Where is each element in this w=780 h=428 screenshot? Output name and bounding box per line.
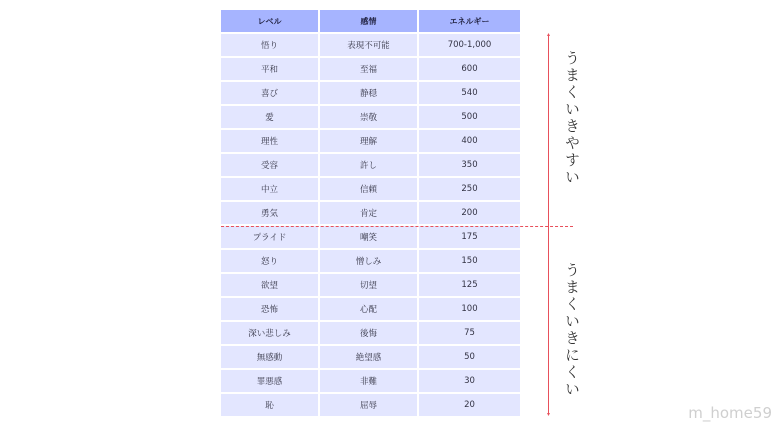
cell-level: 欲望	[221, 274, 318, 296]
cell-emotion: 理解	[320, 130, 417, 152]
cell-energy: 350	[419, 154, 520, 176]
cell-level: 中立	[221, 178, 318, 200]
cell-level: 恥	[221, 394, 318, 416]
cell-emotion: 屈辱	[320, 394, 417, 416]
table-row	[221, 394, 520, 416]
cell-energy: 200	[419, 202, 520, 224]
cell-level: 理性	[221, 130, 318, 152]
table-row	[221, 250, 520, 272]
table-row	[221, 298, 520, 320]
table-row	[221, 106, 520, 128]
header-emotion: 感情	[320, 10, 417, 32]
cell-energy: 175	[419, 226, 520, 248]
cell-emotion: 憎しみ	[320, 250, 417, 272]
table-row	[221, 202, 520, 224]
watermark: m_home59	[688, 404, 772, 422]
cell-level: 無感動	[221, 346, 318, 368]
cell-emotion: 絶望感	[320, 346, 417, 368]
double-arrow-icon	[547, 33, 550, 416]
cell-energy: 250	[419, 178, 520, 200]
cell-emotion: 非難	[320, 370, 417, 392]
cell-emotion: 至福	[320, 58, 417, 80]
cell-level: 受容	[221, 154, 318, 176]
cell-emotion: 許し	[320, 154, 417, 176]
cell-emotion: 嘲笑	[320, 226, 417, 248]
cell-emotion: 静穏	[320, 82, 417, 104]
label-hard-to-succeed: うまくいきにくい	[563, 262, 581, 398]
cell-emotion: 表現不可能	[320, 34, 417, 56]
cell-emotion: 崇敬	[320, 106, 417, 128]
cell-energy: 400	[419, 130, 520, 152]
table-row	[221, 58, 520, 80]
cell-level: 勇気	[221, 202, 318, 224]
table-row	[221, 322, 520, 344]
table-row	[221, 130, 520, 152]
cell-energy: 75	[419, 322, 520, 344]
cell-energy: 125	[419, 274, 520, 296]
cell-emotion: 後悔	[320, 322, 417, 344]
cell-energy: 540	[419, 82, 520, 104]
cell-energy: 150	[419, 250, 520, 272]
cell-level: 恐怖	[221, 298, 318, 320]
table-row	[221, 346, 520, 368]
cell-level: 喜び	[221, 82, 318, 104]
cell-energy: 500	[419, 106, 520, 128]
table-row	[221, 82, 520, 104]
energy-table-container	[221, 10, 520, 416]
cell-energy: 100	[419, 298, 520, 320]
cell-emotion: 心配	[320, 298, 417, 320]
cell-level: 深い悲しみ	[221, 322, 318, 344]
header-energy: エネルギー	[419, 10, 520, 32]
table-row	[221, 154, 520, 176]
cell-emotion: 肯定	[320, 202, 417, 224]
table-row	[221, 370, 520, 392]
cell-energy: 700-1,000	[419, 34, 520, 56]
label-easy-to-succeed: うまくいきやすい	[563, 50, 581, 186]
cell-level: プライド	[221, 226, 318, 248]
cell-level: 怒り	[221, 250, 318, 272]
table-row	[221, 226, 520, 248]
cell-energy: 600	[419, 58, 520, 80]
cell-level: 愛	[221, 106, 318, 128]
table-body	[221, 34, 520, 416]
table-row	[221, 274, 520, 296]
cell-energy: 30	[419, 370, 520, 392]
cell-level: 平和	[221, 58, 318, 80]
table-row	[221, 178, 520, 200]
energy-table	[219, 8, 522, 418]
cell-emotion: 信頼	[320, 178, 417, 200]
cell-emotion: 切望	[320, 274, 417, 296]
cell-energy: 20	[419, 394, 520, 416]
table-header-row	[221, 10, 520, 32]
cell-level: 罪悪感	[221, 370, 318, 392]
cell-level: 悟り	[221, 34, 318, 56]
table-row	[221, 34, 520, 56]
threshold-divider	[221, 226, 573, 227]
cell-energy: 50	[419, 346, 520, 368]
header-level: レベル	[221, 10, 318, 32]
